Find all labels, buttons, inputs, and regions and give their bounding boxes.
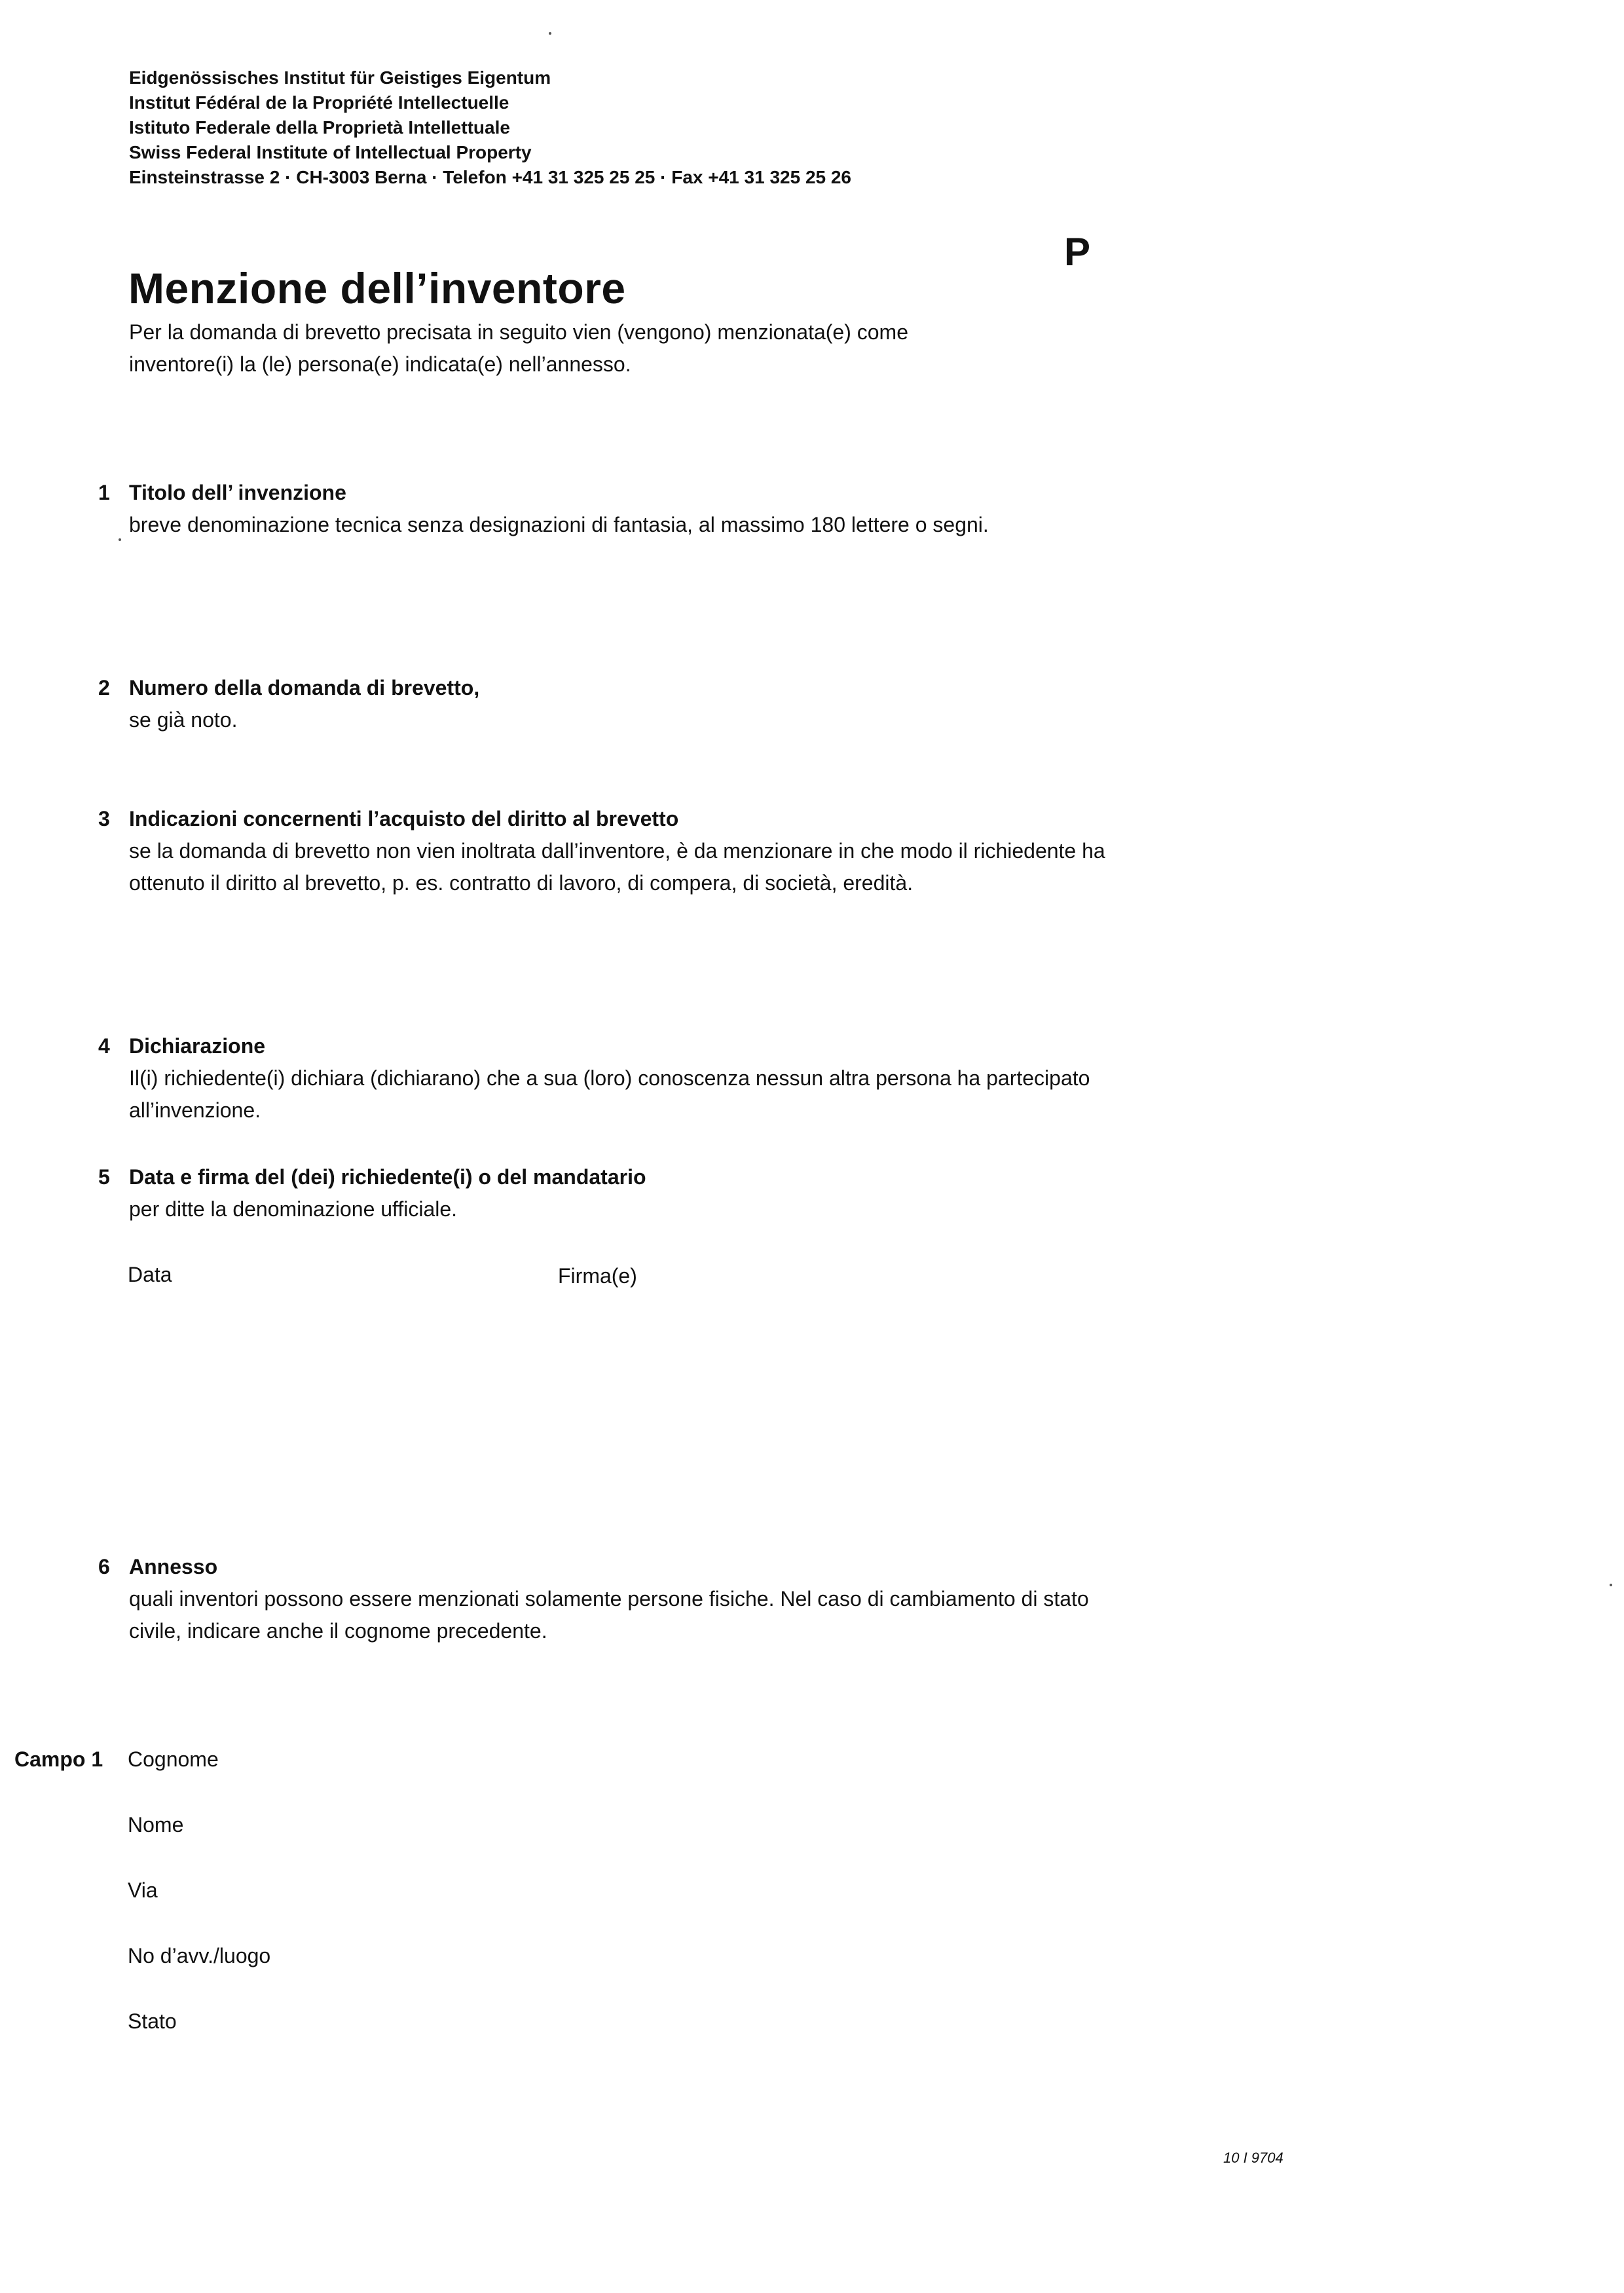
section-title: Indicazioni concernenti l’acquisto del diritto al brevetto	[129, 807, 679, 830]
section-6-annex	[98, 1551, 1211, 1647]
section-text: ottenuto il diritto al brevetto, p. es. contratto di lavoro, di compera, di società, eredità.	[129, 871, 913, 895]
section-text: all’invenzione.	[129, 1098, 261, 1122]
intro-line: inventore(i) la (le) persona(e) indicata(e) nell’annesso.	[129, 352, 631, 376]
section-2-application-number	[98, 672, 1211, 736]
section-4-declaration	[98, 1030, 1211, 1127]
field-label-postcode-place: No d’avv./luogo	[128, 1944, 271, 1967]
signature-label: Firma(e)	[558, 1264, 637, 1288]
scan-speck	[1610, 1584, 1612, 1586]
intro-line: Per la domanda di brevetto precisata in seguito vien (vengono) menzionata(e) come	[129, 320, 908, 344]
field-label-first-name: Nome	[128, 1813, 184, 1836]
section-text: se la domanda di brevetto non vien inoltrata dall’inventore, è da menzionare in che modo il richiedente ha	[129, 839, 1105, 863]
intro-text	[129, 316, 1111, 381]
section-text: quali inventori possono essere menzionati solamente persone fisiche. Nel caso di cambiamento di stato	[129, 1587, 1089, 1611]
campo-label: Campo 1	[14, 1747, 103, 1771]
section-text: breve denominazione tecnica senza designazioni di fantasia, al massimo 180 lettere o segni.	[129, 513, 989, 536]
section-text: Il(i) richiedente(i) dichiara (dichiarano) che a sua (loro) conoscenza nessun altra persona ha partecipato	[129, 1066, 1090, 1090]
section-text: civile, indicare anche il cognome precedente.	[129, 1619, 547, 1643]
section-title: Data e firma del (dei) richiedente(i) o del mandatario	[129, 1165, 646, 1189]
section-number: 2	[98, 676, 110, 699]
field-label-street: Via	[128, 1878, 158, 1902]
section-3-right-acquisition	[98, 803, 1211, 899]
institution-header	[129, 65, 851, 190]
section-title: Dichiarazione	[129, 1034, 266, 1058]
scan-speck	[549, 32, 551, 35]
institution-address: Einsteinstrasse 2 · CH-3003 Berna · Telefon +41 31 325 25 25 · Fax +41 31 325 25 26	[129, 167, 852, 187]
institution-name-it: Istituto Federale della Proprietà Intellettuale	[129, 117, 510, 138]
section-title: Titolo dell’ invenzione	[129, 481, 346, 504]
section-number: 6	[98, 1555, 110, 1578]
section-number: 1	[98, 481, 110, 504]
section-title: Numero della domanda di brevetto,	[129, 676, 480, 699]
section-text: per ditte la denominazione ufficiale.	[129, 1197, 458, 1221]
institution-name-fr: Institut Fédéral de la Propriété Intellectuelle	[129, 92, 509, 113]
form-version-code: 10 I 9704	[1223, 2150, 1283, 2166]
section-text: se già noto.	[129, 708, 238, 732]
institution-name-en: Swiss Federal Institute of Intellectual Property	[129, 142, 532, 162]
page-title: Menzione dell’inventore	[128, 264, 626, 312]
section-number: 3	[98, 807, 110, 830]
field-label-country: Stato	[128, 2009, 177, 2033]
form-code: P	[1064, 230, 1091, 274]
section-title: Annesso	[129, 1555, 218, 1578]
institution-name-de: Eidgenössisches Institut für Geistiges Eigentum	[129, 67, 551, 88]
field-label-surname: Cognome	[128, 1747, 219, 1771]
section-5-date-signature	[98, 1161, 1211, 1225]
section-number: 4	[98, 1034, 110, 1058]
section-1-title-of-invention	[98, 477, 1211, 541]
section-number: 5	[98, 1165, 110, 1189]
date-label: Data	[128, 1263, 172, 1286]
